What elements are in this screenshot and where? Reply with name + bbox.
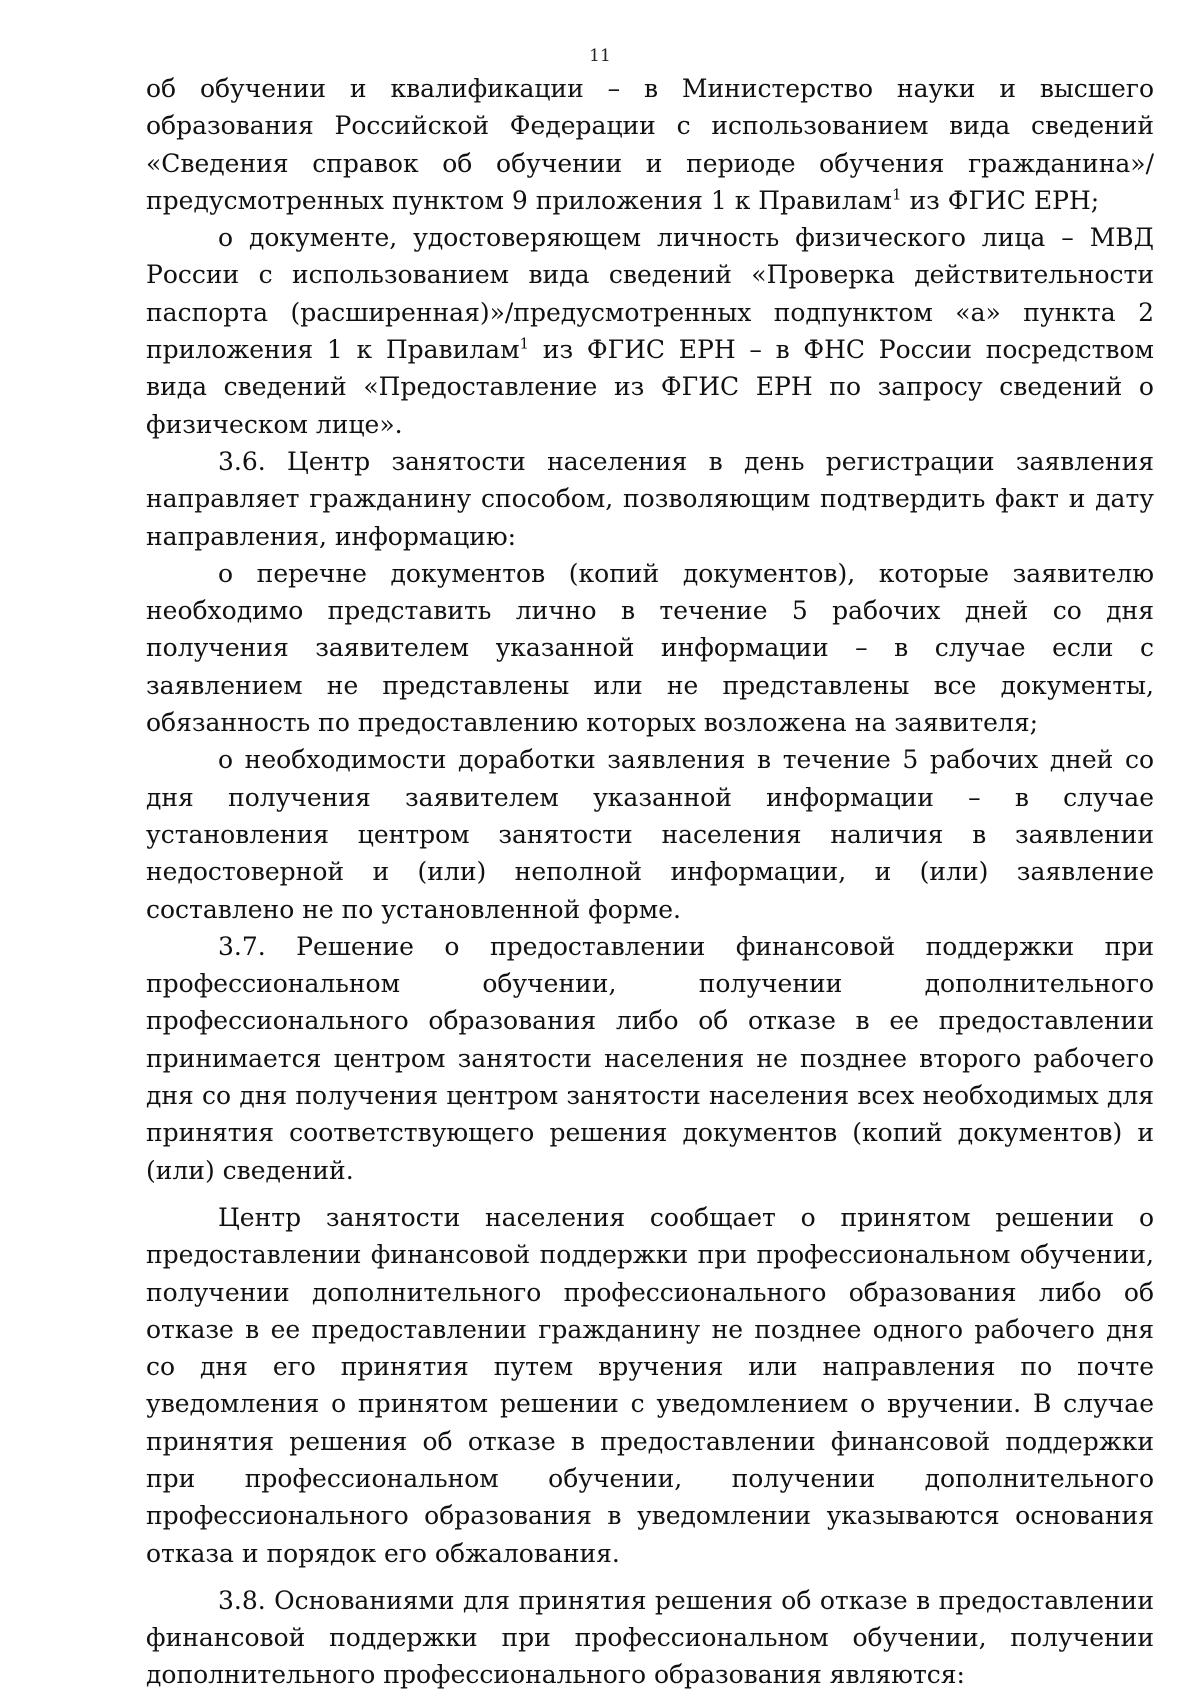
paragraph-text: об обучении и квалификации – в Министерство науки и высшего образования Российской Федерации с использованием вида сведений «Сведения справок об обучении и периоде обучения гражданина»/предусмотренных пунктом 9 приложения 1 к Правилам (146, 74, 1154, 215)
page-number: 11 (589, 46, 611, 66)
footnote-marker: 1 (519, 334, 530, 353)
paragraph-text: из ФГИС ЕРН; (901, 185, 1100, 215)
paragraph-text: о документе, удостоверяющем личность физического лица – МВД России с использованием вида сведений «Проверка действительности паспорта (расширенная)»/предусмотренных подпунктом «а» пункта 2 приложения 1 к Правилам (146, 223, 1154, 365)
paragraph-3-6: 3.6. Центр занятости населения в день регистрации заявления направляет гражданину способом, позволяющим подтвердить факт и дату направления, информацию: (146, 446, 1154, 551)
footnote-marker: 1 (891, 185, 902, 204)
paragraph-text: из ФГИС ЕРН – в ФНС России посредством вида сведений «Предоставление из ФГИС ЕРН по запросу сведений о физическом лице». (146, 335, 1155, 439)
paragraph-document-list: о перечне документов (копий документов), которые заявителю необходимо представить лично в течение 5 рабочих дней со дня получения заявителем указанной информации – в случае если с заявлением не представлены или не представлены все документы, обязанность по предоставлению которых возложена на заявителя; (146, 558, 1154, 738)
paragraph-3-8: 3.8. Основаниями для принятия решения об отказе в предоставлении финансовой поддержки при профессиональном обучении, получении дополнительного профессионального образования являются: (146, 1585, 1154, 1690)
paragraph-education-info (146, 70, 1154, 219)
paragraph-identity-document (146, 219, 1154, 443)
paragraph-decision-notice: Центр занятости населения сообщает о принятом решении о предоставлении финансовой поддержки при профессиональном обучении, получении дополнительного профессионального образования либо об отказе в ее предоставлении гражданину не позднее одного рабочего дня со дня его принятия путем вручения или направления по почте уведомления о принятом решении с уведомлением о вручении. В случае принятия решения об отказе в предоставлении финансовой поддержки при профессиональном обучении, получении дополнительного профессионального образования в уведомлении указываются основания отказа и порядок его обжалования. (146, 1202, 1154, 1568)
paragraph-3-7: 3.7. Решение о предоставлении финансовой поддержки при профессиональном обучении, получении дополнительного профессионального образования либо об отказе в ее предоставлении принимается центром занятости населения не позднее второго рабочего дня со дня получения центром занятости населения всех необходимых для принятия соответствующего решения документов (копий документов) и (или) сведений. (146, 931, 1154, 1185)
document-body (146, 70, 1154, 1694)
paragraph-revision: о необходимости доработки заявления в течение 5 рабочих дней со дня получения заявителем указанной информации – в случае установления центром занятости населения наличия в заявлении недостоверной и (или) неполной информации, и (или) заявление составлено не по установленной форме. (146, 745, 1154, 924)
